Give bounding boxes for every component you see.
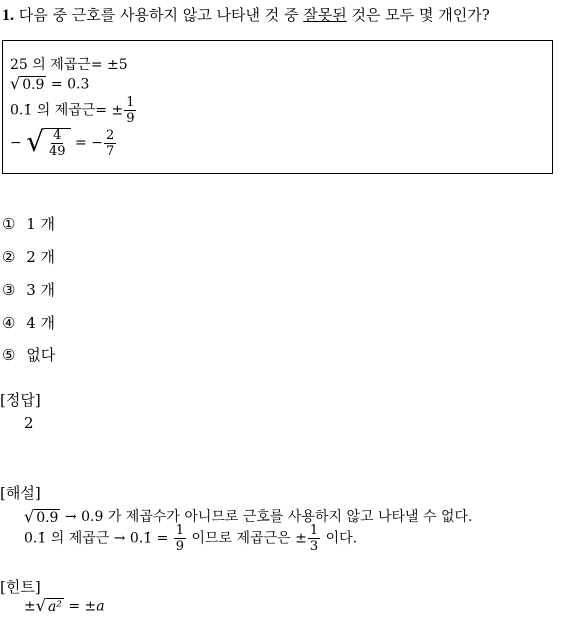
fraction-numerator: 1 xyxy=(126,95,135,110)
statement-4 xyxy=(10,125,117,159)
statement-4-eq: = − xyxy=(75,135,103,151)
hint-post: = ±a xyxy=(68,598,105,615)
choice-text: 없다 xyxy=(26,346,56,364)
explanation-label: [해설] xyxy=(0,484,41,502)
sqrt-symbol: √ 0.9 xyxy=(24,506,59,526)
choice-marker: ② xyxy=(2,248,16,266)
choice-text: 1 개 xyxy=(26,215,56,233)
choice-marker: ⑤ xyxy=(2,346,16,364)
fraction-denominator: 9 xyxy=(175,539,185,554)
choice-text: 3 개 xyxy=(26,281,56,299)
question-text-after: 것은 모두 몇 개인가? xyxy=(351,6,490,24)
choice-marker: ④ xyxy=(2,314,16,332)
sqrt-symbol: √ a² xyxy=(35,596,62,615)
explanation-line-2-mid: 이므로 제곱근은 ± xyxy=(191,530,307,547)
fraction-numerator: 1 xyxy=(175,523,185,538)
explanation-line-2-text: 0.1̇ 의 제곱근 → 0.1̇ = xyxy=(24,530,169,547)
fraction-denominator: 7 xyxy=(105,143,115,159)
explanation-line-2 xyxy=(24,524,357,553)
answer-label: [정답] xyxy=(0,391,41,409)
question-number: 1. xyxy=(2,7,14,24)
fraction-denominator: 49 xyxy=(49,144,66,159)
choice-marker: ③ xyxy=(2,281,16,299)
hint-label: [힌트] xyxy=(0,578,41,596)
fraction xyxy=(124,96,136,125)
statement-2-radicand: 0.9 xyxy=(22,77,45,93)
fraction-numerator: 1 xyxy=(309,523,319,538)
choice-2[interactable] xyxy=(2,246,55,267)
fraction xyxy=(174,524,186,553)
statement-1-text: 25 의 제곱근 xyxy=(10,57,91,73)
choice-5[interactable] xyxy=(2,344,55,365)
explanation-radicand: 0.9 xyxy=(36,509,59,526)
statement-1-value: = ±5 xyxy=(90,57,128,73)
statement-2 xyxy=(10,76,89,93)
hint-formula xyxy=(24,598,105,615)
fraction-denominator: 3 xyxy=(309,539,319,554)
fraction-numerator: 2 xyxy=(105,127,115,143)
statement-4-sign: − xyxy=(10,135,22,151)
choice-text: 2 개 xyxy=(26,248,56,266)
fraction-denominator: 9 xyxy=(126,111,135,126)
explanation-line-2-end: 이다. xyxy=(325,530,358,547)
fraction xyxy=(104,129,116,158)
answer-value: 2 xyxy=(24,414,34,432)
choice-text: 4 개 xyxy=(26,314,56,332)
fraction xyxy=(308,524,320,553)
choice-3[interactable] xyxy=(2,279,55,300)
statement-2-value: = 0.3 xyxy=(50,76,90,93)
fraction xyxy=(47,129,68,158)
sqrt-symbol: √ 0.9 xyxy=(10,74,45,93)
statement-3-text: 0.1̇ 의 제곱근 xyxy=(10,102,96,119)
sqrt-symbol: √ $\frac{4}{49}$ xyxy=(26,128,70,158)
sqrt-radicand xyxy=(44,128,71,158)
choice-4[interactable] xyxy=(2,312,55,333)
question-header xyxy=(2,4,490,25)
question-text-underlined: 잘못된 xyxy=(303,6,347,24)
statement-1 xyxy=(10,54,128,74)
hint-pre: ± xyxy=(24,598,36,615)
choice-1[interactable] xyxy=(2,213,55,234)
choice-marker: ① xyxy=(2,215,16,233)
explanation-line-1-text: → 0.9 가 제곱수가 아니므로 근호를 사용하지 않고 나타낼 수 없다. xyxy=(64,509,473,525)
hint-radicand: a² xyxy=(47,599,62,615)
explanation-line-1 xyxy=(24,506,472,526)
statement-3 xyxy=(10,96,137,125)
question-text-before: 다음 중 근호를 사용하지 않고 나타낸 것 중 xyxy=(18,6,299,24)
fraction-numerator: 4 xyxy=(53,128,62,143)
statement-3-eq: = ± xyxy=(95,102,124,119)
